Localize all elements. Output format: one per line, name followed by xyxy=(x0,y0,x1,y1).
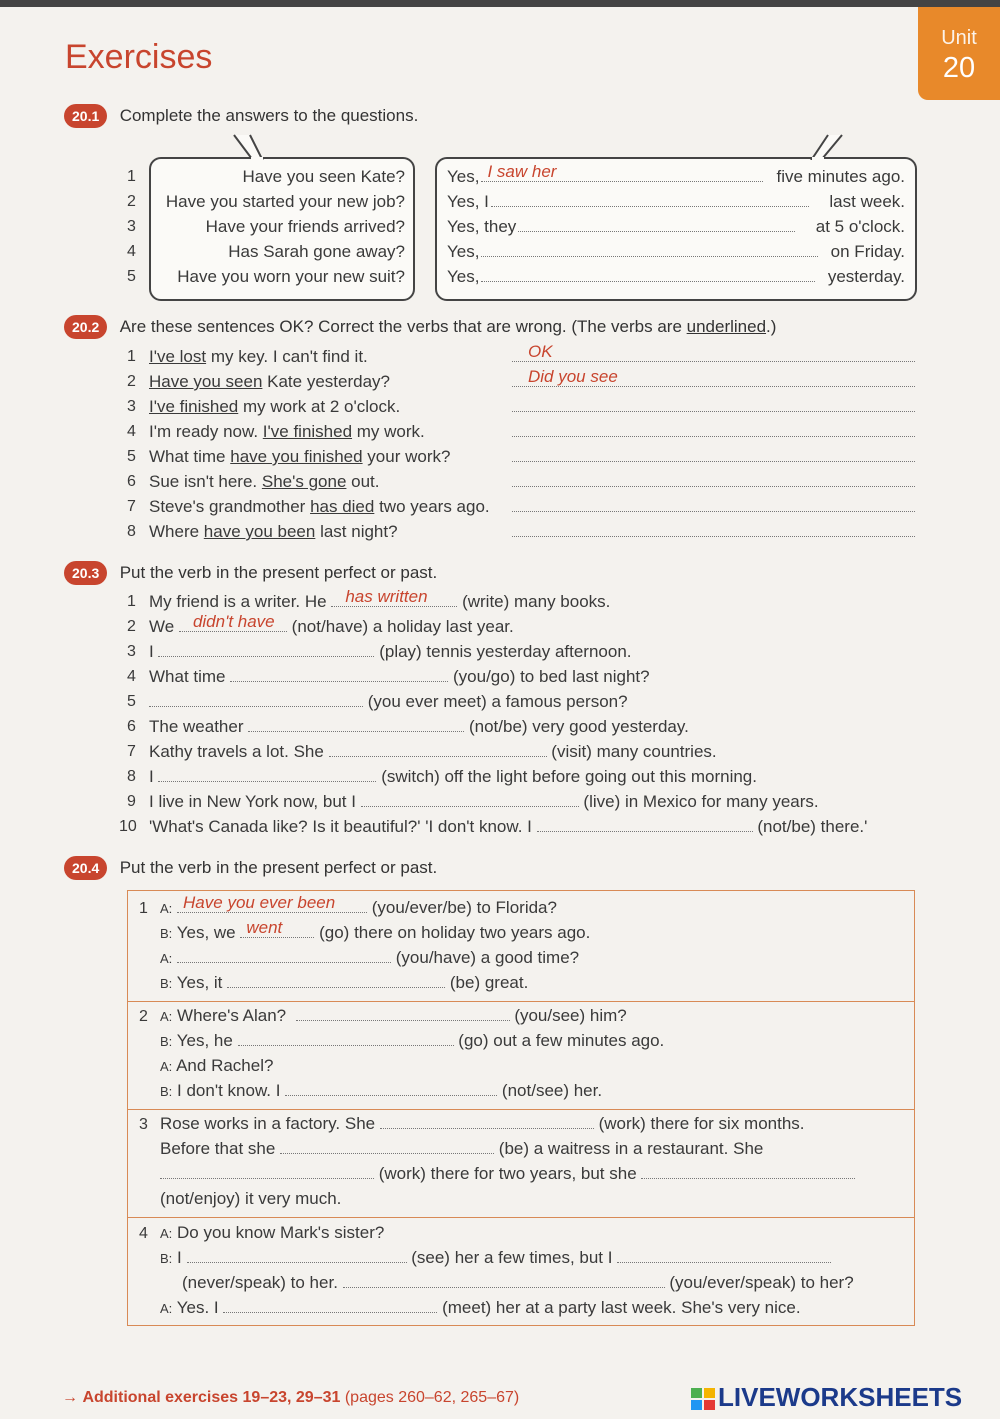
question-text: Have your friends arrived? xyxy=(205,217,405,236)
dialogue-2-line-3: A: And Rachel? xyxy=(160,1056,274,1075)
sentence: 'What's Canada like? Is it beautiful?' 'I don't know. I (not/be) there.' xyxy=(149,817,868,836)
dialogue-3-line-2: Before that she (be) a waitress in a restaurant. She xyxy=(160,1139,764,1158)
item-number: 3 xyxy=(127,643,136,660)
dialogue-4-line-2: B: I (see) her a few times, but I xyxy=(160,1248,831,1268)
exercise-20-1-header xyxy=(64,104,418,130)
dialogue-3-line-4: (not/enjoy) it very much. xyxy=(160,1189,342,1208)
dialogue-1-line-3: A: (you/have) a good time? xyxy=(160,948,580,967)
item-number: 8 xyxy=(127,768,136,785)
sentence: I (play) tennis yesterday afternoon. xyxy=(149,642,632,661)
unit-number: 20 xyxy=(942,52,976,84)
answer: didn't have xyxy=(192,612,275,631)
answer-start: Yes, xyxy=(447,167,480,186)
dialogue-2-line-4: B: I don't know. I (not/see) her. xyxy=(160,1081,603,1100)
exercise-instruction: Are these sentences OK? Correct the verbs that are wrong. (The verbs are underlined.) xyxy=(119,317,777,336)
sentence: We didn't have (not/have) a holiday last year. xyxy=(149,612,514,636)
item-number: 5 xyxy=(127,448,136,465)
item-number: 7 xyxy=(127,498,136,515)
answer-start: Yes, they xyxy=(447,217,517,236)
sentence: Sue isn't here. She's gone out. xyxy=(149,472,380,491)
sentence: Kathy travels a lot. She (visit) many countries. xyxy=(149,742,717,761)
item-number: 1 xyxy=(127,348,136,365)
answer-blank[interactable] xyxy=(512,497,915,517)
bubble-tail-left xyxy=(228,133,268,161)
top-edge xyxy=(0,0,1000,7)
answer-blank[interactable] xyxy=(187,1248,407,1263)
unit-label: Unit xyxy=(941,27,977,49)
footer-link[interactable]: → Additional exercises 19–23, 29–31 (pages 260–62, 265–67) xyxy=(62,1389,520,1406)
item-number: 4 xyxy=(127,423,136,440)
answer-blank[interactable] xyxy=(512,397,915,417)
sentence: Have you seen Kate yesterday? xyxy=(149,372,390,391)
underlined-verb: has died xyxy=(310,497,375,516)
exercise-instruction: Put the verb in the present perfect or past. xyxy=(119,563,438,582)
sentence: I'm ready now. I've finished my work. xyxy=(149,422,425,441)
answer-end: yesterday. xyxy=(827,267,905,286)
item-number: 9 xyxy=(127,793,136,810)
answer-blank[interactable] xyxy=(518,217,795,232)
underlined-verb: have you been xyxy=(203,522,316,541)
answer-blank[interactable] xyxy=(537,817,753,832)
answer-blank[interactable] xyxy=(227,973,445,988)
question-text: Have you worn your new suit? xyxy=(177,267,405,286)
dialogue-3-line-1: Rose works in a factory. She (work) there for six months. xyxy=(160,1114,805,1133)
sentence: I've lost my key. I can't find it. xyxy=(149,347,368,366)
answer-blank[interactable]: went xyxy=(240,923,314,938)
exercise-20-2-header xyxy=(64,315,776,341)
answer-blank[interactable] xyxy=(296,1006,510,1021)
exercise-badge: 20.2 xyxy=(64,315,107,339)
answer-row xyxy=(447,242,905,262)
answer-row xyxy=(447,217,905,237)
answer-blank[interactable] xyxy=(149,692,363,707)
exercise-badge: 20.1 xyxy=(64,104,107,128)
dialogue-2-line-2: B: Yes, he (go) out a few minutes ago. xyxy=(160,1031,665,1050)
sentence: I've finished my work at 2 o'clock. xyxy=(149,397,401,416)
question-text: Has Sarah gone away? xyxy=(228,242,405,261)
answer-blank[interactable] xyxy=(512,522,915,542)
answer-blank[interactable] xyxy=(380,1114,594,1129)
answer-blank[interactable] xyxy=(617,1248,831,1263)
exercise-instruction: Put the verb in the present perfect or past. xyxy=(119,858,438,877)
exercise-badge: 20.3 xyxy=(64,561,107,585)
answer: OK xyxy=(528,342,553,361)
answer-blank[interactable] xyxy=(512,447,915,467)
sentence: My friend is a writer. He has written (write) many books. xyxy=(149,587,611,611)
answer-blank[interactable] xyxy=(248,717,464,732)
sentence: (you ever meet) a famous person? xyxy=(149,692,628,712)
unit-tab xyxy=(918,7,1000,100)
answer-blank[interactable] xyxy=(280,1139,494,1154)
liveworksheets-icon xyxy=(690,1387,716,1411)
underlined-verb: have you finished xyxy=(230,447,363,466)
dialogue-1-line-1: A: Have you ever been (you/ever/be) to Florida? xyxy=(160,893,557,917)
answer-blank[interactable] xyxy=(223,1298,437,1313)
answer-blank[interactable] xyxy=(329,742,547,757)
answer-blank[interactable] xyxy=(641,1164,855,1179)
answer-blank[interactable] xyxy=(179,612,287,632)
exercise-20-3-header xyxy=(64,561,437,587)
sentence: What time (you/go) to bed last night? xyxy=(149,667,650,686)
page-title: Exercises xyxy=(65,38,213,76)
question-text: Have you seen Kate? xyxy=(242,167,405,186)
answer-row xyxy=(447,192,905,212)
dialogue-3-line-3: (work) there for two years, but she xyxy=(160,1164,855,1184)
dialogue-2-line-1: A: Where's Alan? (you/see) him? xyxy=(160,1006,627,1025)
item-number: 6 xyxy=(127,473,136,490)
dialogue-1-line-2: B: Yes, we went (go) there on holiday two years ago. xyxy=(160,918,591,942)
underlined-verb: I've finished xyxy=(262,422,353,441)
exercise-badge: 20.4 xyxy=(64,856,107,880)
answer-end: on Friday. xyxy=(830,242,905,261)
sentence: Where have you been last night? xyxy=(149,522,398,541)
answer-blank[interactable] xyxy=(331,587,457,607)
answer-blank[interactable] xyxy=(512,342,915,367)
answer-start: Yes, xyxy=(447,267,480,286)
answer: Did you see xyxy=(528,367,618,386)
answer-row xyxy=(447,267,905,287)
exercise-20-4-header xyxy=(64,856,437,882)
example-answer: I saw her xyxy=(487,162,557,181)
answer-blank[interactable] xyxy=(481,242,818,257)
underlined-verb: I've lost xyxy=(149,347,207,366)
dialogue-1-line-4: B: Yes, it (be) great. xyxy=(160,973,529,992)
answer-blank[interactable] xyxy=(512,422,915,442)
answer-blank[interactable] xyxy=(512,472,915,492)
item-number: 2 xyxy=(127,373,136,390)
dialogue-4-line-3: (never/speak) to her. (you/ever/speak) to her? xyxy=(182,1273,854,1292)
answer-blank[interactable] xyxy=(481,267,815,282)
question-text: Have you started your new job? xyxy=(165,192,405,211)
answer-start: Yes, xyxy=(447,242,480,261)
answer-blank[interactable] xyxy=(481,162,763,182)
answer-blank[interactable] xyxy=(285,1081,497,1096)
answer-blank[interactable] xyxy=(238,1031,454,1046)
answer-blank[interactable] xyxy=(158,767,376,782)
sentence: I live in New York now, but I (live) in Mexico for many years. xyxy=(149,792,819,811)
answer: has written xyxy=(345,587,428,606)
item-number: 4 xyxy=(127,668,136,685)
question-number: 3 xyxy=(127,218,136,235)
answer-end: last week. xyxy=(829,192,905,211)
answer-blank[interactable] xyxy=(160,1164,374,1179)
answer-blank[interactable] xyxy=(158,642,374,657)
item-number: 5 xyxy=(127,693,136,710)
answer-blank[interactable] xyxy=(361,792,579,807)
answer-blank[interactable] xyxy=(343,1273,665,1288)
answer-end: at 5 o'clock. xyxy=(815,217,905,236)
item-number: 1 xyxy=(127,593,136,610)
dialogue-4-line-4: A: Yes. I (meet) her at a party last week. She's very nice. xyxy=(160,1298,801,1317)
sentence: Steve's grandmother has died two years ago. xyxy=(149,497,490,516)
item-number: 6 xyxy=(127,718,136,735)
sentence: I (switch) off the light before going out this morning. xyxy=(149,767,757,786)
underlined-verb: Have you seen xyxy=(149,372,263,391)
underlined-verb: She's gone xyxy=(261,472,347,491)
dialogue-4-line-1: A: Do you know Mark's sister? xyxy=(160,1223,385,1242)
question-number: 5 xyxy=(127,268,136,285)
answer-row xyxy=(447,162,905,187)
liveworksheets-logo: LIVEWORKSHEETS xyxy=(690,1382,962,1413)
answer-blank[interactable]: Have you ever been xyxy=(177,898,367,913)
answer-blank[interactable] xyxy=(177,948,391,963)
answer-blank[interactable] xyxy=(230,667,448,682)
bubble-tail-right xyxy=(808,133,848,161)
underlined-verb: I've finished xyxy=(149,397,239,416)
answer-start: Yes, I xyxy=(447,192,489,211)
sentence: The weather (not/be) very good yesterday. xyxy=(149,717,689,736)
question-number: 2 xyxy=(127,193,136,210)
answer-end: five minutes ago. xyxy=(776,167,905,186)
answer-blank[interactable] xyxy=(491,192,809,207)
item-number: 10 xyxy=(119,818,137,835)
item-number: 2 xyxy=(127,618,136,635)
sentence: What time have you finished your work? xyxy=(149,447,451,466)
answer-blank[interactable] xyxy=(512,367,915,392)
question-number: 4 xyxy=(127,243,136,260)
exercise-instruction: Complete the answers to the questions. xyxy=(119,106,419,125)
item-number: 8 xyxy=(127,523,136,540)
question-number: 1 xyxy=(127,168,136,185)
item-number: 3 xyxy=(127,398,136,415)
item-number: 7 xyxy=(127,743,136,760)
